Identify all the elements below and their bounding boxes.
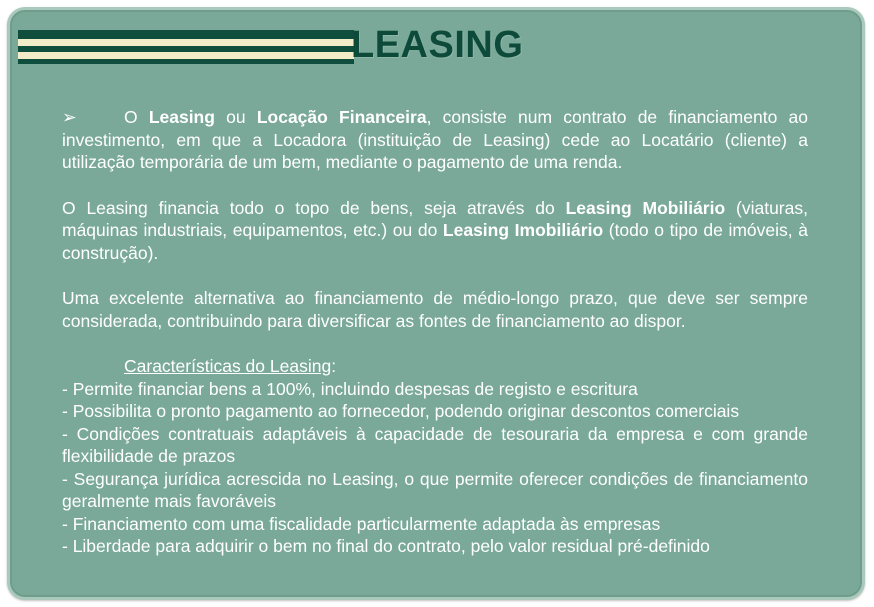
stripe-dark [18, 30, 354, 39]
page-title: LEASING [351, 24, 524, 66]
feature-item: - Condições contratuais adaptáveis à capacidade de tesouraria da empresa e com grande flexibilidade de prazos [62, 423, 808, 466]
content-card [7, 7, 865, 600]
intro-pre: O [124, 107, 149, 127]
types-pre: O Leasing financia todo o topo de bens, seja através do [62, 197, 566, 218]
intro-mid: ou [214, 107, 257, 127]
features-heading-colon: : [331, 356, 337, 376]
features-heading-text: Características do Leasing [124, 356, 332, 376]
feature-item: - Financiamento com uma fiscalidade particularmente adaptada às empresas [62, 513, 661, 534]
features-heading [62, 355, 808, 378]
term-leasing-imobiliario: Leasing Imobiliário [442, 220, 604, 240]
feature-item: - Permite financiar bens a 100%, incluindo despesas de registo e escritura [62, 378, 638, 399]
spacer [62, 264, 808, 287]
arrow-bullet-icon: ➢ [62, 107, 77, 127]
types-rest: (todo o tipo de imóveis, à construção). [62, 220, 808, 263]
types-paragraph [62, 197, 808, 265]
stripe-dark [18, 59, 354, 64]
feature-item: - Segurança jurídica acrescida no Leasing, o que permite oferecer condições de financiamento geralmente mais favoráveis [62, 468, 808, 511]
term-leasing: Leasing [148, 107, 215, 127]
spacer [62, 174, 808, 197]
stripe-light [18, 39, 354, 46]
term-locacao-financeira: Locação Financeira [256, 107, 427, 127]
stripe-light [18, 52, 354, 59]
decorative-stripes [18, 30, 354, 70]
feature-item: - Liberdade para adquirir o bem no final do contrato, pelo valor residual pré-definido [62, 536, 710, 556]
intro-paragraph [62, 106, 808, 174]
feature-item: - Possibilita o pronto pagamento ao fornecedor, podendo originar descontos comerciais [62, 401, 740, 421]
spacer [62, 332, 808, 355]
body-text [62, 106, 808, 558]
intro-rest: , consiste num contrato de financiamento ao investimento, em que a Locadora (instituição de Leasing) cede ao Locatário (cliente) a utilização temporária de um bem, mediante o pagamento de uma renda. [62, 107, 808, 172]
term-leasing-mobiliario: Leasing Mobiliário [565, 197, 726, 218]
alternative-paragraph: Uma excelente alternativa ao financiamento de médio-longo prazo, que deve ser sempre considerada, contribuindo para diversificar as fontes de financiamento ao dispor. [62, 288, 808, 331]
types-mid: (viaturas, máquinas industriais, equipamentos, etc.) ou do [62, 197, 808, 240]
